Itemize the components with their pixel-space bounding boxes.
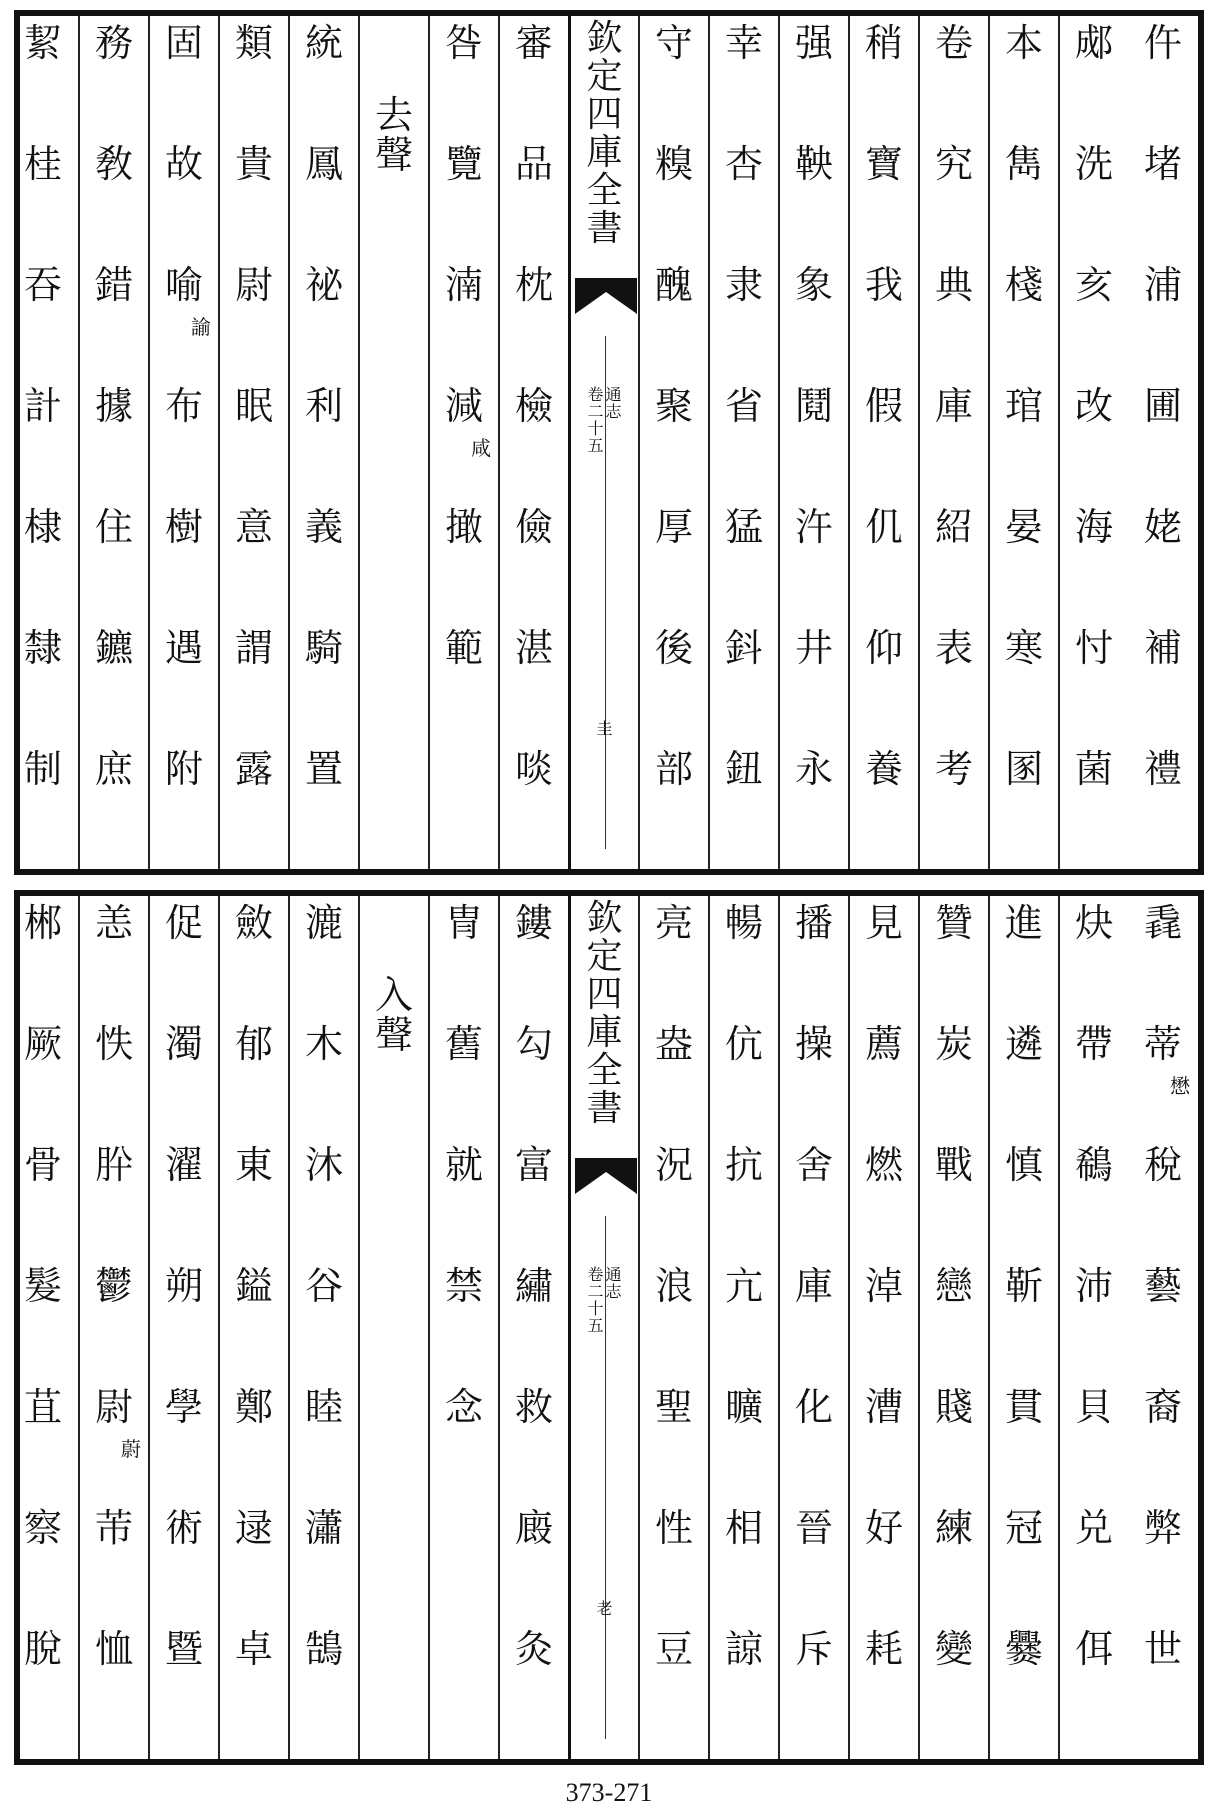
glyph: 冠: [1004, 1506, 1043, 1550]
glyph: 撖: [444, 505, 483, 549]
glyph: 卓: [234, 1627, 273, 1671]
glyph: 醜: [654, 263, 693, 307]
glyph: 祕: [304, 263, 343, 307]
glyph: 廄: [514, 1506, 553, 1550]
text-column: [848, 896, 918, 1759]
text-column: [428, 896, 498, 1759]
glyph: 鞅: [794, 142, 833, 186]
annotation: 咸: [471, 436, 491, 460]
book-title: 欽 定 四 庫 全 書: [586, 18, 623, 249]
glyph: 附: [164, 747, 203, 791]
glyph: 省: [724, 384, 763, 428]
glyph: 郁: [234, 1022, 273, 1066]
volume-label: 卷 二 十 五 通 志: [587, 385, 622, 455]
section-heading: 入: [374, 973, 413, 1017]
glyph: 薦: [864, 1022, 903, 1066]
glyph: 睦: [304, 1385, 343, 1429]
glyph: 暨: [164, 1627, 203, 1671]
glyph: 典: [934, 263, 973, 307]
glyph: 化: [794, 1385, 833, 1429]
glyph: 亮: [654, 901, 693, 945]
glyph: 統: [304, 21, 343, 65]
center-fold: [568, 896, 638, 1759]
glyph: 貝: [1074, 1385, 1113, 1429]
glyph: 朔: [164, 1264, 203, 1308]
glyph: 救: [514, 1385, 553, 1429]
glyph: 制: [23, 747, 62, 791]
text-column: [918, 16, 988, 869]
glyph: 計: [23, 384, 62, 428]
glyph: 騎: [304, 626, 343, 670]
glyph: 世: [1143, 1627, 1182, 1671]
glyph: 露: [234, 747, 273, 791]
glyph: 鬱: [94, 1264, 133, 1308]
glyph: 後: [654, 626, 693, 670]
glyph: 糗: [654, 142, 693, 186]
glyph: 沐: [304, 1143, 343, 1187]
glyph: 抗: [724, 1143, 763, 1187]
glyph: 意: [234, 505, 273, 549]
glyph: 仉: [864, 505, 903, 549]
glyph: 杏: [724, 142, 763, 186]
glyph: 改: [1074, 384, 1113, 428]
glyph: 藝: [1143, 1264, 1182, 1308]
folio-number: 老: [596, 1599, 613, 1618]
glyph: 仰: [864, 626, 903, 670]
glyph: 枕: [514, 263, 553, 307]
glyph: 忖: [1074, 626, 1113, 670]
glyph: 練: [934, 1506, 973, 1550]
glyph: 範: [444, 626, 483, 670]
section-heading: 聲: [374, 1013, 413, 1057]
glyph: 漕: [864, 1385, 903, 1429]
glyph: 好: [864, 1506, 903, 1550]
page-number: 373-271: [565, 1778, 653, 1807]
center-fold: [568, 16, 638, 869]
glyph: 髮: [23, 1264, 62, 1308]
glyph: 靳: [1004, 1264, 1043, 1308]
glyph: 晏: [1004, 505, 1043, 549]
glyph: 戰: [934, 1143, 973, 1187]
fishtail-mark-icon: [575, 278, 637, 314]
glyph: 郴: [23, 901, 62, 945]
glyph: 謂: [234, 626, 273, 670]
glyph: 儉: [514, 505, 553, 549]
glyph: 耗: [864, 1627, 903, 1671]
text-column: [218, 896, 288, 1759]
glyph: 本: [1004, 21, 1043, 65]
text-column: [1058, 896, 1128, 1759]
glyph: 隸: [23, 626, 62, 670]
glyph: 鏤: [514, 901, 553, 945]
glyph: 置: [304, 747, 343, 791]
glyph: 我: [864, 263, 903, 307]
glyph: 爨: [1004, 1627, 1043, 1671]
glyph: 尉: [234, 263, 273, 307]
glyph: 海: [1074, 505, 1113, 549]
glyph: 洗: [1074, 142, 1113, 186]
glyph: 據: [94, 384, 133, 428]
glyph: 養: [864, 747, 903, 791]
section-heading-column: [358, 896, 428, 1759]
glyph: 逯: [234, 1506, 273, 1550]
text-column: [78, 896, 148, 1759]
glyph: 聚: [654, 384, 693, 428]
glyph: 郕: [1074, 21, 1113, 65]
glyph: 湳: [444, 263, 483, 307]
glyph: 猛: [724, 505, 763, 549]
glyph: 鎰: [234, 1264, 273, 1308]
glyph: 寒: [1004, 626, 1043, 670]
glyph: 住: [94, 505, 133, 549]
glyph: 部: [654, 747, 693, 791]
glyph: 恤: [94, 1627, 133, 1671]
glyph: 谷: [304, 1264, 343, 1308]
glyph: 眠: [234, 384, 273, 428]
text-column: [288, 896, 358, 1759]
top-columns: [20, 16, 1198, 869]
glyph: 曠: [724, 1385, 763, 1429]
glyph: 脫: [23, 1627, 62, 1671]
glyph: 暢: [724, 901, 763, 945]
volume-label: 卷 二 十 五 通 志: [587, 1265, 622, 1335]
glyph: 守: [654, 21, 693, 65]
glyph: 學: [164, 1385, 203, 1429]
glyph: 貴: [234, 142, 273, 186]
glyph: 佴: [1074, 1627, 1113, 1671]
glyph: 喻: [164, 263, 203, 307]
glyph: 舊: [444, 1022, 483, 1066]
glyph: 燃: [864, 1143, 903, 1187]
glyph: 尉: [94, 1385, 133, 1429]
glyph: 瀟: [304, 1506, 343, 1550]
glyph: 淖: [864, 1264, 903, 1308]
glyph: 術: [164, 1506, 203, 1550]
glyph: 桂: [23, 142, 62, 186]
glyph: 檢: [514, 384, 553, 428]
text-column: [638, 16, 708, 869]
glyph: 勾: [514, 1022, 553, 1066]
glyph: 象: [794, 263, 833, 307]
glyph: 寶: [864, 142, 903, 186]
glyph: 究: [934, 142, 973, 186]
glyph: 紹: [934, 505, 973, 549]
glyph: 樹: [164, 505, 203, 549]
text-column: [498, 896, 568, 1759]
glyph: 炔: [1074, 901, 1113, 945]
bottom-page-panel: [14, 890, 1204, 1765]
text-column: [498, 16, 568, 869]
text-column: [8, 16, 78, 869]
glyph: 故: [164, 142, 203, 186]
glyph: 遴: [1004, 1022, 1043, 1066]
text-column: [848, 16, 918, 869]
glyph: 隶: [724, 263, 763, 307]
glyph: 相: [724, 1506, 763, 1550]
text-column: [8, 896, 78, 1759]
glyph: 厚: [654, 505, 693, 549]
text-column: [218, 16, 288, 869]
glyph: 兑: [1074, 1506, 1113, 1550]
glyph: 木: [304, 1022, 343, 1066]
glyph: 贊: [934, 901, 973, 945]
glyph: 鵠: [304, 1627, 343, 1671]
glyph: 進: [1004, 901, 1043, 945]
glyph: 稍: [864, 21, 903, 65]
glyph: 啖: [514, 747, 553, 791]
fishtail-mark-icon: [575, 1158, 637, 1194]
folio-number: 圭: [596, 719, 613, 738]
glyph: 圃: [1143, 384, 1182, 428]
glyph: 帶: [1074, 1022, 1113, 1066]
glyph: 毳: [1143, 901, 1182, 945]
glyph: 漉: [304, 901, 343, 945]
glyph: 固: [164, 21, 203, 65]
glyph: 炭: [934, 1022, 973, 1066]
glyph: 義: [304, 505, 343, 549]
glyph: 庶: [94, 747, 133, 791]
glyph: 遇: [164, 626, 203, 670]
glyph: 肸: [94, 1143, 133, 1187]
section-heading: 去: [374, 93, 413, 137]
glyph: 鵗: [1074, 1143, 1113, 1187]
glyph: 禮: [1143, 747, 1182, 791]
glyph: 濁: [164, 1022, 203, 1066]
glyph: 伉: [724, 1022, 763, 1066]
glyph: 絜: [23, 21, 62, 65]
glyph: 禁: [444, 1264, 483, 1308]
section-heading-column: [358, 16, 428, 869]
glyph: 庫: [934, 384, 973, 428]
glyph: 吞: [23, 263, 62, 307]
text-column: [78, 16, 148, 869]
glyph: 斥: [794, 1627, 833, 1671]
glyph: 怢: [94, 1022, 133, 1066]
glyph: 骨: [23, 1143, 62, 1187]
glyph: 假: [864, 384, 903, 428]
glyph: 繡: [514, 1264, 553, 1308]
glyph: 操: [794, 1022, 833, 1066]
glyph: 審: [514, 21, 553, 65]
glyph: 厥: [23, 1022, 62, 1066]
text-column: [988, 16, 1058, 869]
glyph: 鄭: [234, 1385, 273, 1429]
text-column: [778, 896, 848, 1759]
bottom-columns: [20, 896, 1198, 1759]
glyph: 沛: [1074, 1264, 1113, 1308]
glyph: 念: [444, 1385, 483, 1429]
glyph: 富: [514, 1143, 553, 1187]
glyph: 務: [94, 21, 133, 65]
glyph: 咎: [444, 21, 483, 65]
glyph: 慎: [1004, 1143, 1043, 1187]
glyph: 就: [444, 1143, 483, 1187]
glyph: 菌: [1074, 747, 1113, 791]
glyph: 鳳: [304, 142, 343, 186]
glyph: 稅: [1143, 1143, 1182, 1187]
glyph: 諒: [724, 1627, 763, 1671]
glyph: 晉: [794, 1506, 833, 1550]
glyph: 冑: [444, 901, 483, 945]
glyph: 東: [234, 1143, 273, 1187]
glyph: 品: [514, 142, 553, 186]
text-column: [1128, 896, 1198, 1759]
glyph: 敎: [94, 142, 133, 186]
glyph: 姥: [1143, 505, 1182, 549]
glyph: 永: [794, 747, 833, 791]
glyph: 變: [934, 1627, 973, 1671]
glyph: 琯: [1004, 384, 1043, 428]
text-column: [638, 896, 708, 1759]
glyph: 考: [934, 747, 973, 791]
glyph: 利: [304, 384, 343, 428]
glyph: 湛: [514, 626, 553, 670]
annotation: 諭: [191, 315, 211, 339]
glyph: 濯: [164, 1143, 203, 1187]
glyph: 鈕: [724, 747, 763, 791]
text-column: [1058, 16, 1128, 869]
glyph: 戀: [934, 1264, 973, 1308]
glyph: 貫: [1004, 1385, 1043, 1429]
glyph: 圂: [1004, 747, 1043, 791]
text-column: [778, 16, 848, 869]
glyph: 浦: [1143, 263, 1182, 307]
glyph: 錯: [94, 263, 133, 307]
glyph: 亥: [1074, 263, 1113, 307]
glyph: 類: [234, 21, 273, 65]
glyph: 察: [23, 1506, 62, 1550]
glyph: 弊: [1143, 1506, 1182, 1550]
glyph: 表: [934, 626, 973, 670]
glyph: 棧: [1004, 263, 1043, 307]
text-column: [988, 896, 1058, 1759]
glyph: 苴: [23, 1385, 62, 1429]
glyph: 井: [794, 626, 833, 670]
glyph: 蒂: [1143, 1022, 1182, 1066]
glyph: 棣: [23, 505, 62, 549]
glyph: 汻: [794, 505, 833, 549]
glyph: 播: [794, 901, 833, 945]
glyph: 聖: [654, 1385, 693, 1429]
glyph: 灸: [514, 1627, 553, 1671]
text-column: [708, 896, 778, 1759]
glyph: 卷: [934, 21, 973, 65]
text-column: [918, 896, 988, 1759]
glyph: 性: [654, 1506, 693, 1550]
glyph: 恙: [94, 901, 133, 945]
glyph: 堵: [1143, 142, 1182, 186]
glyph: 豆: [654, 1627, 693, 1671]
glyph: 減: [444, 384, 483, 428]
annotation: 蔚: [121, 1437, 141, 1461]
glyph: 仵: [1143, 21, 1182, 65]
glyph: 强: [794, 21, 833, 65]
glyph: 覽: [444, 142, 483, 186]
glyph: 裔: [1143, 1385, 1182, 1429]
glyph: 鑣: [94, 626, 133, 670]
annotation: 懋: [1170, 1074, 1190, 1098]
book-title: 欽 定 四 庫 全 書: [586, 898, 623, 1129]
glyph: 亢: [724, 1264, 763, 1308]
text-column: [708, 16, 778, 869]
glyph: 布: [164, 384, 203, 428]
text-column: [148, 896, 218, 1759]
glyph: 斂: [234, 901, 273, 945]
top-page-panel: [14, 10, 1204, 875]
glyph: 盎: [654, 1022, 693, 1066]
text-column: [1128, 16, 1198, 869]
glyph: 促: [164, 901, 203, 945]
glyph: 浪: [654, 1264, 693, 1308]
glyph: 芾: [94, 1506, 133, 1550]
glyph: 況: [654, 1143, 693, 1187]
section-heading: 聲: [374, 133, 413, 177]
glyph: 雋: [1004, 142, 1043, 186]
glyph: 補: [1143, 626, 1182, 670]
text-column: [428, 16, 498, 869]
glyph: 舍: [794, 1143, 833, 1187]
glyph: 鬩: [794, 384, 833, 428]
glyph: 鈄: [724, 626, 763, 670]
glyph: 庫: [794, 1264, 833, 1308]
glyph: 賤: [934, 1385, 973, 1429]
glyph: 幸: [724, 21, 763, 65]
text-column: [148, 16, 218, 869]
glyph: 見: [864, 901, 903, 945]
text-column: [288, 16, 358, 869]
